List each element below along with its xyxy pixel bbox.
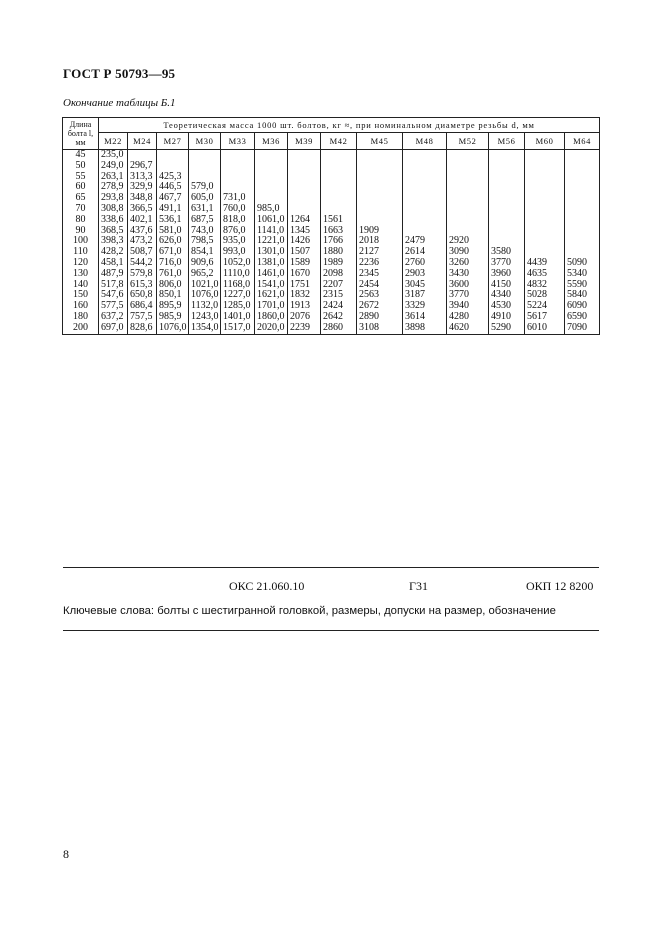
mass-cell: 366,5 xyxy=(128,204,157,215)
mass-cell xyxy=(489,150,525,161)
mass-cell: 5840 xyxy=(565,290,600,301)
mass-cell: 757,5 xyxy=(128,312,157,323)
length-cell: 60 xyxy=(63,182,99,193)
mass-cell: 1168,0 xyxy=(221,280,255,291)
mass-cell: 579,0 xyxy=(189,182,221,193)
mass-cell: 398,3 xyxy=(99,236,128,247)
mass-cell xyxy=(403,204,447,215)
mass-cell: 2890 xyxy=(357,312,403,323)
diameter-header: М45 xyxy=(357,133,403,150)
mass-cell: 4530 xyxy=(489,301,525,312)
mass-cell: 508,7 xyxy=(128,247,157,258)
mass-cell: 536,1 xyxy=(157,215,189,226)
mass-cell: 579,8 xyxy=(128,269,157,280)
mass-cell: 6010 xyxy=(525,323,565,334)
mass-cell xyxy=(447,182,489,193)
mass-cell: 1401,0 xyxy=(221,312,255,323)
mass-cell: 348,8 xyxy=(128,193,157,204)
mass-cell: 965,2 xyxy=(189,269,221,280)
mass-cell: 1264 xyxy=(288,215,321,226)
mass-cell: 895,9 xyxy=(157,301,189,312)
mass-cell: 2020,0 xyxy=(255,323,288,334)
mass-cell: 3090 xyxy=(447,247,489,258)
mass-cell: 1345 xyxy=(288,226,321,237)
mass-cell: 4280 xyxy=(447,312,489,323)
length-cell: 70 xyxy=(63,204,99,215)
mass-cell xyxy=(288,193,321,204)
footer-top-rule xyxy=(63,567,599,568)
mass-cell: 2236 xyxy=(357,258,403,269)
length-cell: 100 xyxy=(63,236,99,247)
mass-cell: 1285,0 xyxy=(221,301,255,312)
mass-cell xyxy=(489,182,525,193)
diameter-header: М36 xyxy=(255,133,288,150)
mass-cell: 631,1 xyxy=(189,204,221,215)
length-cell: 150 xyxy=(63,290,99,301)
mass-cell: 1541,0 xyxy=(255,280,288,291)
diameter-header: М27 xyxy=(157,133,189,150)
length-column-header xyxy=(63,118,99,150)
mass-cell: 4910 xyxy=(489,312,525,323)
diameter-header: М30 xyxy=(189,133,221,150)
mass-cell: 1110,0 xyxy=(221,269,255,280)
mass-cell: 743,0 xyxy=(189,226,221,237)
mass-cell: 935,0 xyxy=(221,236,255,247)
mass-cell: 1243,0 xyxy=(189,312,221,323)
mass-cell: 615,3 xyxy=(128,280,157,291)
mass-cell: 2454 xyxy=(357,280,403,291)
mass-cell: 2345 xyxy=(357,269,403,280)
mass-cell xyxy=(221,172,255,183)
keywords-line: Ключевые слова: болты с шестигранной головкой, размеры, допуски на размер, обозначение xyxy=(63,605,556,617)
mass-cell xyxy=(447,204,489,215)
mass-cell xyxy=(565,172,600,183)
diameter-header: М52 xyxy=(447,133,489,150)
mass-cell xyxy=(255,182,288,193)
mass-cell xyxy=(525,161,565,172)
mass-cell xyxy=(357,150,403,161)
mass-cell: 581,0 xyxy=(157,226,189,237)
mass-cell xyxy=(157,150,189,161)
mass-cell: 4832 xyxy=(525,280,565,291)
mass-cell xyxy=(255,161,288,172)
mass-cell: 1221,0 xyxy=(255,236,288,247)
mass-cell xyxy=(489,215,525,226)
mass-cell: 1076,0 xyxy=(189,290,221,301)
mass-cell xyxy=(403,215,447,226)
mass-cell: 1354,0 xyxy=(189,323,221,334)
mass-cell: 1132,0 xyxy=(189,301,221,312)
mass-cell: 2479 xyxy=(403,236,447,247)
length-header-line: Длина xyxy=(69,120,92,129)
mass-cell: 3329 xyxy=(403,301,447,312)
page-number: 8 xyxy=(63,847,69,861)
mass-cell: 1301,0 xyxy=(255,247,288,258)
mass-cell xyxy=(525,215,565,226)
mass-cell: 308,8 xyxy=(99,204,128,215)
okp-code: ОКП 12 8200 xyxy=(526,579,594,593)
mass-cell: 5617 xyxy=(525,312,565,323)
mass-cell: 402,1 xyxy=(128,215,157,226)
mass-cell: 3260 xyxy=(447,258,489,269)
mass-cell: 3580 xyxy=(489,247,525,258)
mass-cell: 1076,0 xyxy=(157,323,189,334)
mass-cell xyxy=(525,193,565,204)
mass-cell: 5590 xyxy=(565,280,600,291)
mass-cell xyxy=(565,204,600,215)
mass-cell: 993,0 xyxy=(221,247,255,258)
mass-cell xyxy=(255,150,288,161)
mass-cell: 473,2 xyxy=(128,236,157,247)
mass-cell: 467,7 xyxy=(157,193,189,204)
mass-cell: 4340 xyxy=(489,290,525,301)
mass-cell xyxy=(288,182,321,193)
mass-cell: 2563 xyxy=(357,290,403,301)
mass-cell: 313,3 xyxy=(128,172,157,183)
mass-cell xyxy=(447,215,489,226)
diameter-header: М60 xyxy=(525,133,565,150)
mass-cell: 876,0 xyxy=(221,226,255,237)
mass-cell: 2098 xyxy=(321,269,357,280)
mass-cell: 1670 xyxy=(288,269,321,280)
mass-cell xyxy=(565,215,600,226)
mass-cell xyxy=(525,172,565,183)
mass-cell: 3430 xyxy=(447,269,489,280)
mass-cell: 1913 xyxy=(288,301,321,312)
diameter-header-row xyxy=(63,133,600,150)
mass-cell xyxy=(565,226,600,237)
mass-cell: 425,3 xyxy=(157,172,189,183)
mass-cell xyxy=(447,161,489,172)
mass-cell: 5224 xyxy=(525,301,565,312)
length-cell: 160 xyxy=(63,301,99,312)
mass-cell: 2315 xyxy=(321,290,357,301)
mass-cell xyxy=(525,236,565,247)
mass-cell: 2642 xyxy=(321,312,357,323)
mass-cell: 2239 xyxy=(288,323,321,334)
mass-cell: 3600 xyxy=(447,280,489,291)
mass-cell xyxy=(447,150,489,161)
mass-cell: 2672 xyxy=(357,301,403,312)
document-code: ГОСТ Р 50793—95 xyxy=(63,66,176,81)
mass-cell: 296,7 xyxy=(128,161,157,172)
mass-cell: 985,0 xyxy=(255,204,288,215)
mass-cell: 1141,0 xyxy=(255,226,288,237)
mass-cell: 428,2 xyxy=(99,247,128,258)
mass-cell xyxy=(255,172,288,183)
mass-cell xyxy=(189,161,221,172)
mass-cell: 850,1 xyxy=(157,290,189,301)
mass-cell: 2018 xyxy=(357,236,403,247)
mass-cell: 671,0 xyxy=(157,247,189,258)
mass-cell: 1766 xyxy=(321,236,357,247)
mass-cell xyxy=(357,172,403,183)
mass-cell: 293,8 xyxy=(99,193,128,204)
group-code: Г31 xyxy=(409,579,428,593)
footer-bottom-rule xyxy=(63,630,599,631)
table-body xyxy=(63,150,600,335)
length-cell: 180 xyxy=(63,312,99,323)
mass-cell: 5028 xyxy=(525,290,565,301)
mass-cell: 818,0 xyxy=(221,215,255,226)
oks-code: ОКС 21.060.10 xyxy=(229,579,305,593)
length-cell: 65 xyxy=(63,193,99,204)
mass-cell: 2614 xyxy=(403,247,447,258)
mass-cell: 3187 xyxy=(403,290,447,301)
mass-cell: 329,9 xyxy=(128,182,157,193)
mass-cell: 1701,0 xyxy=(255,301,288,312)
mass-cell: 1227,0 xyxy=(221,290,255,301)
mass-cell: 1589 xyxy=(288,258,321,269)
mass-cell: 249,0 xyxy=(99,161,128,172)
table-row xyxy=(63,323,600,334)
mass-cell: 4439 xyxy=(525,258,565,269)
mass-cell xyxy=(403,172,447,183)
mass-cell: 828,6 xyxy=(128,323,157,334)
length-cell: 110 xyxy=(63,247,99,258)
mass-cell: 637,2 xyxy=(99,312,128,323)
mass-cell xyxy=(321,150,357,161)
mass-cell: 2903 xyxy=(403,269,447,280)
mass-cell: 1517,0 xyxy=(221,323,255,334)
mass-cell: 1832 xyxy=(288,290,321,301)
mass-cell: 731,0 xyxy=(221,193,255,204)
mass-cell xyxy=(565,193,600,204)
mass-cell: 806,0 xyxy=(157,280,189,291)
mass-cell: 3960 xyxy=(489,269,525,280)
mass-cell: 697,0 xyxy=(99,323,128,334)
length-cell: 50 xyxy=(63,161,99,172)
mass-cell: 4620 xyxy=(447,323,489,334)
mass-cell: 5290 xyxy=(489,323,525,334)
mass-cell xyxy=(321,172,357,183)
mass-cell xyxy=(357,215,403,226)
mass-cell: 1426 xyxy=(288,236,321,247)
mass-cell: 2920 xyxy=(447,236,489,247)
length-cell: 55 xyxy=(63,172,99,183)
mass-cell xyxy=(565,150,600,161)
mass-cell: 6090 xyxy=(565,301,600,312)
mass-cell: 1880 xyxy=(321,247,357,258)
length-cell: 120 xyxy=(63,258,99,269)
mass-cell: 4150 xyxy=(489,280,525,291)
bolt-weight-table xyxy=(62,117,600,335)
mass-cell: 3898 xyxy=(403,323,447,334)
diameter-header: М56 xyxy=(489,133,525,150)
mass-cell: 7090 xyxy=(565,323,600,334)
mass-cell xyxy=(489,172,525,183)
mass-cell: 263,1 xyxy=(99,172,128,183)
length-cell: 140 xyxy=(63,280,99,291)
mass-cell: 4635 xyxy=(525,269,565,280)
mass-cell xyxy=(189,150,221,161)
mass-cell xyxy=(565,161,600,172)
table-row xyxy=(63,161,600,172)
mass-cell: 3770 xyxy=(447,290,489,301)
mass-cell xyxy=(489,204,525,215)
mass-cell: 650,8 xyxy=(128,290,157,301)
mass-cell: 985,9 xyxy=(157,312,189,323)
mass-cell: 1061,0 xyxy=(255,215,288,226)
mass-cell: 909,6 xyxy=(189,258,221,269)
mass-cell: 1909 xyxy=(357,226,403,237)
mass-cell xyxy=(447,193,489,204)
diameter-header: М24 xyxy=(128,133,157,150)
mass-cell: 1461,0 xyxy=(255,269,288,280)
length-cell: 45 xyxy=(63,150,99,161)
mass-cell: 6590 xyxy=(565,312,600,323)
mass-cell: 3940 xyxy=(447,301,489,312)
mass-cell: 547,6 xyxy=(99,290,128,301)
mass-cell: 1381,0 xyxy=(255,258,288,269)
mass-cell: 716,0 xyxy=(157,258,189,269)
mass-cell: 854,1 xyxy=(189,247,221,258)
mass-cell: 2127 xyxy=(357,247,403,258)
mass-cell xyxy=(489,226,525,237)
mass-cell: 760,0 xyxy=(221,204,255,215)
table-row xyxy=(63,215,600,226)
mass-cell: 687,5 xyxy=(189,215,221,226)
table-caption: Окончание таблицы Б.1 xyxy=(63,97,176,109)
mass-cell: 605,0 xyxy=(189,193,221,204)
mass-cell: 437,6 xyxy=(128,226,157,237)
mass-cell xyxy=(357,193,403,204)
mass-cell: 1989 xyxy=(321,258,357,269)
mass-cell xyxy=(489,161,525,172)
mass-cell: 3770 xyxy=(489,258,525,269)
mass-cell xyxy=(357,204,403,215)
mass-cell: 491,1 xyxy=(157,204,189,215)
mass-cell: 1751 xyxy=(288,280,321,291)
mass-cell: 626,0 xyxy=(157,236,189,247)
diameter-header: М48 xyxy=(403,133,447,150)
mass-cell xyxy=(288,172,321,183)
mass-cell xyxy=(357,182,403,193)
length-cell: 130 xyxy=(63,269,99,280)
mass-cell xyxy=(489,193,525,204)
mass-cell: 1052,0 xyxy=(221,258,255,269)
mass-cell xyxy=(565,182,600,193)
mass-cell: 5090 xyxy=(565,258,600,269)
length-cell: 200 xyxy=(63,323,99,334)
mass-cell: 3614 xyxy=(403,312,447,323)
mass-cell: 577,5 xyxy=(99,301,128,312)
mass-cell xyxy=(221,150,255,161)
length-cell: 90 xyxy=(63,226,99,237)
mass-cell: 3045 xyxy=(403,280,447,291)
diameter-header: М42 xyxy=(321,133,357,150)
mass-cell: 458,1 xyxy=(99,258,128,269)
diameter-header: М33 xyxy=(221,133,255,150)
mass-cell: 1663 xyxy=(321,226,357,237)
mass-cell: 278,9 xyxy=(99,182,128,193)
mass-cell xyxy=(157,161,189,172)
mass-cell xyxy=(321,193,357,204)
mass-cell xyxy=(357,161,403,172)
mass-cell: 1561 xyxy=(321,215,357,226)
mass-cell: 446,5 xyxy=(157,182,189,193)
mass-cell: 368,5 xyxy=(99,226,128,237)
mass-cell: 686,4 xyxy=(128,301,157,312)
mass-cell: 2207 xyxy=(321,280,357,291)
diameter-header: М64 xyxy=(565,133,600,150)
diameter-header: М22 xyxy=(99,133,128,150)
mass-cell: 1507 xyxy=(288,247,321,258)
mass-cell xyxy=(403,150,447,161)
mass-cell: 235,0 xyxy=(99,150,128,161)
mass-cell xyxy=(525,150,565,161)
mass-cell xyxy=(525,226,565,237)
mass-cell: 338,6 xyxy=(99,215,128,226)
mass-cell: 2760 xyxy=(403,258,447,269)
mass-cell: 761,0 xyxy=(157,269,189,280)
length-cell: 80 xyxy=(63,215,99,226)
mass-cell xyxy=(525,182,565,193)
mass-cell: 2076 xyxy=(288,312,321,323)
mass-cell: 1860,0 xyxy=(255,312,288,323)
mass-cell: 2424 xyxy=(321,301,357,312)
mass-cell: 3108 xyxy=(357,323,403,334)
table-row xyxy=(63,269,600,280)
mass-cell: 1621,0 xyxy=(255,290,288,301)
length-header-line: мм xyxy=(75,138,86,147)
mass-cell xyxy=(288,150,321,161)
mass-cell: 798,5 xyxy=(189,236,221,247)
mass-cell: 544,2 xyxy=(128,258,157,269)
mass-cell xyxy=(525,204,565,215)
mass-cell xyxy=(565,236,600,247)
mass-cell xyxy=(403,182,447,193)
mass-cell xyxy=(403,193,447,204)
mass-cell xyxy=(447,172,489,183)
mass-cell xyxy=(288,161,321,172)
mass-cell: 487,9 xyxy=(99,269,128,280)
mass-group-header: Теоретическая масса 1000 шт. болтов, кг ≈, при номинальном диаметре резьбы d, мм xyxy=(99,118,600,133)
mass-cell: 5340 xyxy=(565,269,600,280)
mass-cell xyxy=(321,182,357,193)
diameter-header: М39 xyxy=(288,133,321,150)
mass-cell xyxy=(321,161,357,172)
mass-cell xyxy=(403,161,447,172)
mass-cell: 2860 xyxy=(321,323,357,334)
length-header-line: болта l, xyxy=(67,129,94,138)
mass-cell: 517,8 xyxy=(99,280,128,291)
mass-cell: 1021,0 xyxy=(189,280,221,291)
mass-cell xyxy=(221,161,255,172)
